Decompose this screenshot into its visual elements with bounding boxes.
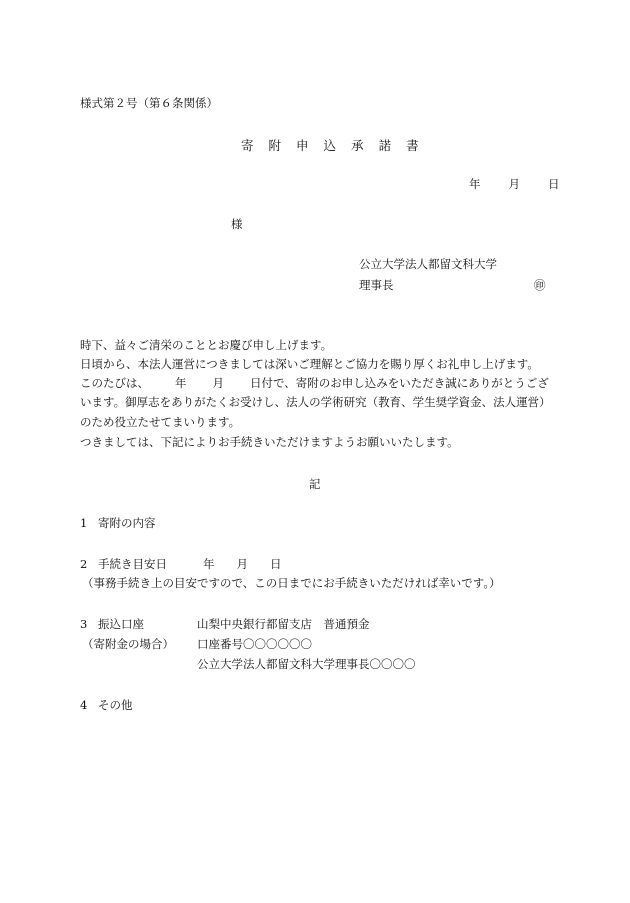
item-3-number: 3 bbox=[80, 617, 88, 631]
item-3-bank: 山梨中央銀行都留支店 普通預金 bbox=[197, 617, 370, 631]
body-line-3 bbox=[80, 377, 549, 391]
item-3-account-number: 口座番号〇〇〇〇〇〇 bbox=[197, 637, 312, 651]
item-1-number: 1 bbox=[80, 516, 88, 530]
body-line-3-end: 日付で、寄附のお申し込みをいただき誠にありがとうござ bbox=[250, 376, 549, 390]
body-line-3-start: このたびは、 bbox=[80, 376, 149, 390]
item-4-number: 4 bbox=[80, 698, 88, 712]
form-number-label: 様式第２号（第６条関係） bbox=[80, 96, 218, 110]
title-char: 書 bbox=[406, 138, 419, 153]
item-2-note: （事務手続き上の目安ですので、この日までにお手続きいただければ幸いです。） bbox=[82, 576, 501, 590]
title-char: 諾 bbox=[378, 138, 392, 153]
item-1-label: 寄附の内容 bbox=[98, 516, 156, 530]
seal-mark: ㊞ bbox=[534, 278, 546, 292]
title-char: 申 bbox=[296, 138, 309, 153]
item-2-label: 手続き目安日 bbox=[98, 557, 167, 571]
title-char: 込 bbox=[323, 138, 337, 153]
date-line bbox=[469, 178, 560, 192]
body-line-2: 日頃から、本法人運営につきましては深いご理解とご協力を賜り厚くお礼申し上げます。 bbox=[80, 357, 539, 371]
title-char: 附 bbox=[268, 138, 282, 153]
item-4-label: その他 bbox=[98, 698, 133, 712]
item-2-date bbox=[203, 558, 282, 572]
sender-role: 理事長 bbox=[359, 278, 394, 292]
item-3-label: 振込口座 bbox=[98, 617, 144, 631]
body-line-3-month: 月 bbox=[212, 376, 224, 390]
body-line-4: います。御厚志をありがたくお受けし、法人の学術研究（教育、学生奨学資金、法人運営） bbox=[80, 395, 551, 409]
ki-heading: 記 bbox=[309, 477, 321, 491]
date-month: 月 bbox=[508, 177, 520, 191]
item-2-number: 2 bbox=[80, 557, 88, 571]
item-2-year: 年 bbox=[203, 557, 215, 571]
date-year: 年 bbox=[469, 177, 481, 191]
item-2-month: 月 bbox=[236, 557, 248, 571]
item-3-account-holder: 公立大学法人都留文科大学理事長〇〇〇〇 bbox=[197, 657, 416, 671]
date-day: 日 bbox=[548, 177, 560, 191]
addressee-suffix: 様 bbox=[231, 217, 243, 231]
sender-organization: 公立大学法人都留文科大学 bbox=[359, 257, 497, 271]
body-line-1: 時下、益々ご清栄のこととお慶び申し上げます。 bbox=[80, 338, 333, 352]
item-3-sublabel: （寄附金の場合） bbox=[82, 637, 174, 651]
title-char: 承 bbox=[351, 138, 364, 153]
title-char: 寄 bbox=[241, 138, 254, 153]
body-line-3-year: 年 bbox=[175, 376, 187, 390]
document-title bbox=[241, 138, 419, 154]
body-line-6: つきましては、下記によりお手続きいただけますようお願いいたします。 bbox=[80, 435, 459, 449]
body-line-5: のため役立たせてまいります。 bbox=[80, 415, 241, 429]
item-2-day: 日 bbox=[270, 557, 282, 571]
